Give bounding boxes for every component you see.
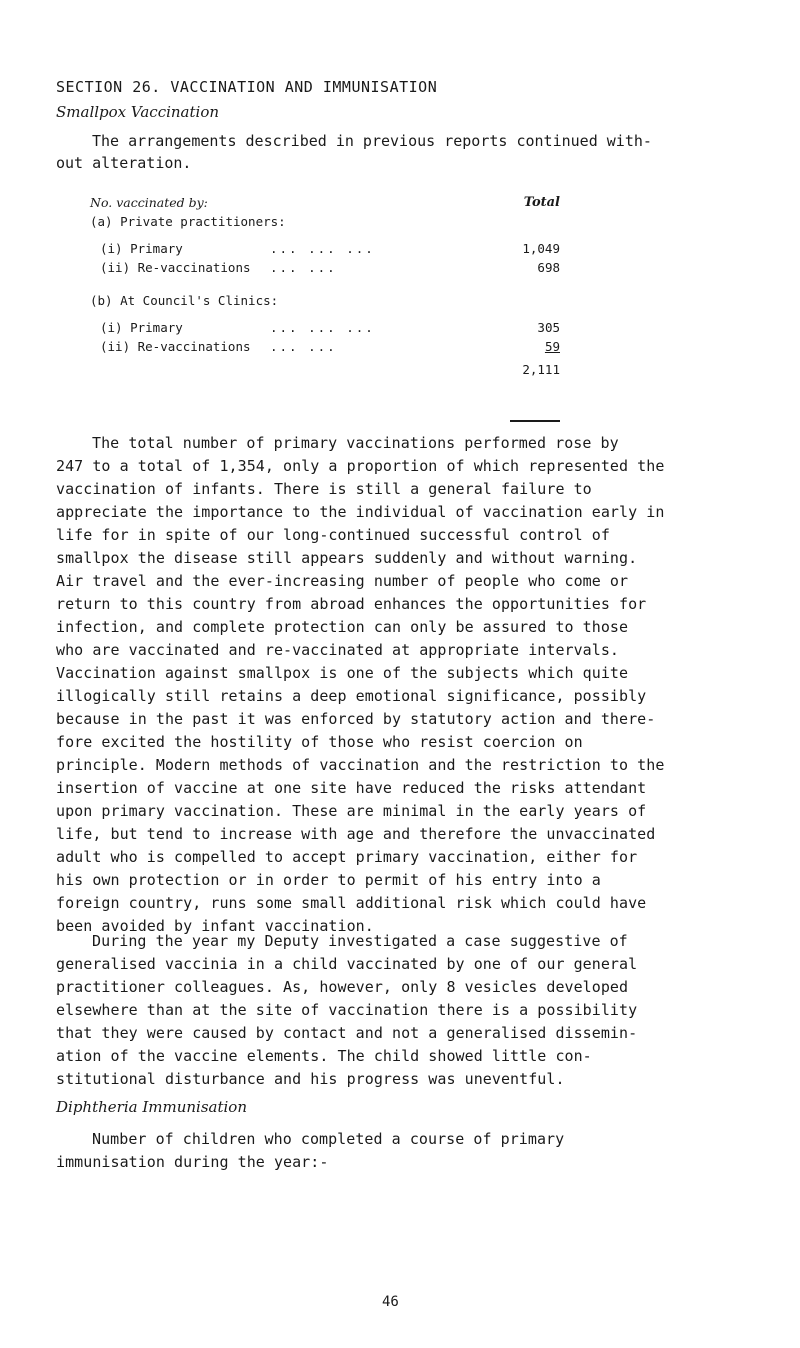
- smallpox-heading: Smallpox Vaccination: [56, 103, 220, 121]
- row-value: 1,049: [522, 241, 560, 256]
- text-line: practitioner colleagues. As, however, only 8 vesicles developed: [56, 978, 629, 996]
- paragraph-vaccination: [56, 432, 746, 938]
- text-line: life for in spite of our long-continued successful control of: [56, 526, 610, 544]
- text-line: been avoided by infant vaccination.: [56, 917, 374, 935]
- row-label: (i) Primary: [100, 320, 183, 335]
- row-label: (i) Primary: [100, 241, 183, 256]
- table-row: [90, 339, 560, 358]
- table-row: [90, 320, 560, 339]
- row-dots: ... ... ...: [270, 241, 375, 256]
- text-line: who are vaccinated and re-vaccinated at appropriate intervals.: [56, 641, 620, 659]
- text-line: Number of children who completed a course of primary: [92, 1130, 565, 1148]
- page-number: 46: [382, 1294, 399, 1310]
- text-line: generalised vaccinia in a child vaccinated by one of our general: [56, 955, 638, 973]
- grand-total: 2,111: [522, 362, 560, 377]
- text-line: adult who is compelled to accept primary vaccination, either for: [56, 848, 638, 866]
- text-line: his own protection or in order to permit of his entry into a: [56, 871, 601, 889]
- text-line: elsewhere than at the site of vaccination there is a possibility: [56, 1001, 638, 1019]
- intro-line: The arrangements described in previous reports continued with-: [92, 132, 652, 150]
- text-line: life, but tend to increase with age and therefore the unvaccinated: [56, 825, 656, 843]
- group-a-label: (a) Private practitioners:: [90, 214, 286, 229]
- vaccination-table: [90, 195, 560, 381]
- text-line: immunisation during the year:-: [56, 1153, 329, 1171]
- text-line: ation of the vaccine elements. The child showed little con-: [56, 1047, 592, 1065]
- row-value: 698: [537, 260, 560, 275]
- table-row: [90, 260, 560, 279]
- text-line: fore excited the hostility of those who resist coercion on: [56, 733, 583, 751]
- table-header-left: No. vaccinated by:: [90, 195, 208, 210]
- row-label: (ii) Re-vaccinations: [100, 339, 251, 354]
- text-line: The total number of primary vaccinations performed rose by: [92, 434, 619, 452]
- text-line: Vaccination against smallpox is one of the subjects which quite: [56, 664, 629, 682]
- text-line: insertion of vaccine at one site have reduced the risks attendant: [56, 779, 647, 797]
- group-b-label: (b) At Council's Clinics:: [90, 293, 279, 308]
- text-line: stitutional disturbance and his progress was uneventful.: [56, 1070, 565, 1088]
- text-line: During the year my Deputy investigated a case suggestive of: [92, 932, 628, 950]
- text-line: smallpox the disease still appears suddenly and without warning.: [56, 549, 638, 567]
- text-line: return to this country from abroad enhances the opportunities for: [56, 595, 647, 613]
- row-dots: ... ...: [270, 260, 337, 275]
- paragraph-vaccinia-case: [56, 930, 746, 1091]
- text-line: upon primary vaccination. These are minimal in the early years of: [56, 802, 647, 820]
- text-line: Air travel and the ever-increasing number of people who come or: [56, 572, 629, 590]
- row-value: 59: [544, 339, 560, 354]
- text-line: that they were caused by contact and not a generalised dissemin-: [56, 1024, 638, 1042]
- table-total-row: [90, 362, 560, 381]
- text-line: foreign country, runs some small additional risk which could have: [56, 894, 647, 912]
- text-line: 247 to a total of 1,354, only a proportion of which represented the: [56, 457, 665, 475]
- row-value: 305: [537, 320, 560, 335]
- table-header-total: Total: [523, 195, 560, 210]
- paragraph-diphtheria: [56, 1128, 746, 1174]
- section-title: SECTION 26. VACCINATION AND IMMUNISATION: [56, 78, 438, 96]
- text-line: appreciate the importance to the individual of vaccination early in: [56, 503, 665, 521]
- row-dots: ... ...: [270, 339, 337, 354]
- intro-paragraph: [56, 130, 746, 174]
- text-line: because in the past it was enforced by statutory action and there-: [56, 710, 656, 728]
- total-underline: [510, 420, 560, 422]
- row-label: (ii) Re-vaccinations: [100, 260, 251, 275]
- intro-line: out alteration.: [56, 154, 192, 172]
- text-line: vaccination of infants. There is still a general failure to: [56, 480, 592, 498]
- text-line: illogically still retains a deep emotional significance, possibly: [56, 687, 647, 705]
- text-line: infection, and complete protection can only be assured to those: [56, 618, 629, 636]
- row-dots: ... ... ...: [270, 320, 375, 335]
- table-row: [90, 241, 560, 260]
- diphtheria-heading: Diphtheria Immunisation: [56, 1098, 247, 1116]
- text-line: principle. Modern methods of vaccination and the restriction to the: [56, 756, 665, 774]
